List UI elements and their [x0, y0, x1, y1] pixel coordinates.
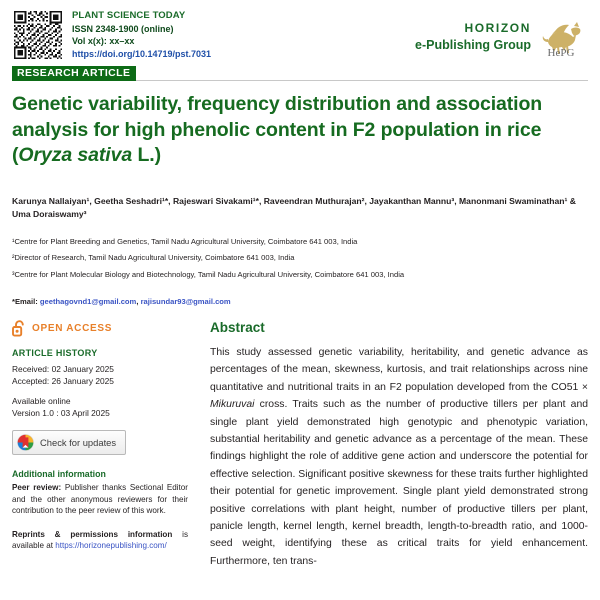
journal-info: [72, 9, 211, 60]
journal-volume: Vol x(x): xx–xx: [72, 36, 135, 46]
open-access-label: OPEN ACCESS: [32, 323, 113, 334]
body-columns: [12, 320, 588, 570]
crossmark-icon: [17, 434, 34, 451]
sidebar: [12, 320, 202, 570]
additional-information-heading: Additional information: [12, 469, 106, 479]
article-type-row: [12, 63, 588, 78]
journal-doi-link[interactable]: https://doi.org/10.14719/pst.7031: [72, 48, 212, 59]
hepg-logo-text: HePG: [547, 47, 575, 59]
journal-name: PLANT SCIENCE TODAY: [72, 10, 186, 21]
open-access-badge[interactable]: [12, 320, 188, 337]
reprints-note: [12, 529, 188, 552]
title-part2: L.): [132, 144, 161, 166]
correspondence-line: [12, 297, 588, 306]
reprints-label: Reprints & permissions information: [12, 529, 173, 539]
email-link-primary[interactable]: geethagovnd1@gmail.com: [39, 297, 137, 306]
publisher-name-line1: HORIZON: [464, 21, 531, 35]
masthead: [12, 0, 588, 61]
peer-review-label: Peer review:: [12, 483, 62, 492]
title-species: Oryza sativa: [18, 144, 133, 166]
publisher-block: [415, 9, 588, 59]
winged-lion-icon: [538, 15, 584, 59]
email-label: *Email:: [12, 297, 38, 306]
open-lock-icon: [12, 320, 26, 337]
qr-code-icon[interactable]: [12, 9, 64, 61]
reprints-link[interactable]: https://horizonepublishing.com/: [55, 541, 167, 551]
accepted-date: Accepted: 26 January 2025: [12, 376, 114, 386]
abstract-body: [210, 344, 588, 570]
peer-review-note: [12, 482, 188, 517]
available-online-label: Available online: [12, 396, 71, 406]
journal-issn: ISSN 2348-1900 (online): [72, 23, 174, 34]
version-line: Version 1.0 : 03 April 2025: [12, 408, 110, 418]
affiliation-item: ²Director of Research, Tamil Nadu Agricultural University, Coimbatore 641 003, India: [12, 253, 295, 262]
email-link-secondary[interactable]: rajisundar93@gmail.com: [140, 297, 231, 306]
check-for-updates-button[interactable]: [12, 430, 126, 455]
abstract-species: Mikuruvai: [210, 399, 255, 411]
author-list: Karunya Nallaiyan¹, Geetha Seshadri¹*, Rajeswari Sivakami¹*, Raveendran Muthurajan², Jayakanthan Mannu³, Manonmani Swaminathan¹ & Uma Doraiswamy³: [12, 195, 577, 219]
affiliation-item: ¹Centre for Plant Breeding and Genetics, Tamil Nadu Agricultural University, Coimbatore 641 003, India: [12, 236, 358, 246]
abstract-part1: This study assessed genetic variability, heritability, and genetic advance as percentages of the mean, skewness, kurtosis, and trait relationships across nine quantitative and nutritional traits in an F2 population developed from the CO51 ×: [210, 347, 588, 393]
check-for-updates-label: Check for updates: [40, 437, 117, 448]
reprints-text: is available at: [12, 529, 188, 551]
page-title: [12, 92, 588, 169]
email-separator: ,: [136, 297, 141, 306]
article-history-heading: ARTICLE HISTORY: [12, 348, 98, 358]
affiliation-list: [12, 234, 588, 284]
abstract-part2: cross. Traits such as the number of productive tillers per plant and single plant yield demonstrated high genotypic and phenotypic variation, substantial heritability and genetic advance as a percentage of the mean. These findings highlight the role of additive gene action and underscore the potential for effective selection. Significant positive skewness for these traits further highlighted their potential for genetic improvement. Single plant yield demonstrated strong positive correlations with plant height, number of productive tillers per plant, panicle length, kernel length, kernel breadth, length-to-breadth ratio, and 1000-seed weight, identifying these as critical traits for yield enhancement. Furthermore, ten trans-: [210, 399, 588, 567]
affiliation-item: ³Centre for Plant Molecular Biology and Biotechnology, Tamil Nadu Agricultural University, Coimbatore 641 003, India: [12, 269, 405, 279]
title-part1: Genetic variability, frequency distribution and association analysis for high phenolic content in F2 population in rice (: [12, 93, 543, 166]
abstract-section: [202, 320, 588, 570]
article-type-badge: RESEARCH ARTICLE: [12, 66, 136, 81]
peer-review-text: Publisher thanks Sectional Editor and the other anonymous reviewers for their contribution to the peer review of this work.: [12, 483, 188, 516]
received-date: Received: 02 January 2025: [12, 364, 114, 374]
spacer: [12, 517, 188, 526]
publisher-name-line2: e-Publishing Group: [415, 38, 531, 52]
abstract-heading: Abstract: [210, 320, 265, 335]
spacer: [12, 387, 188, 395]
